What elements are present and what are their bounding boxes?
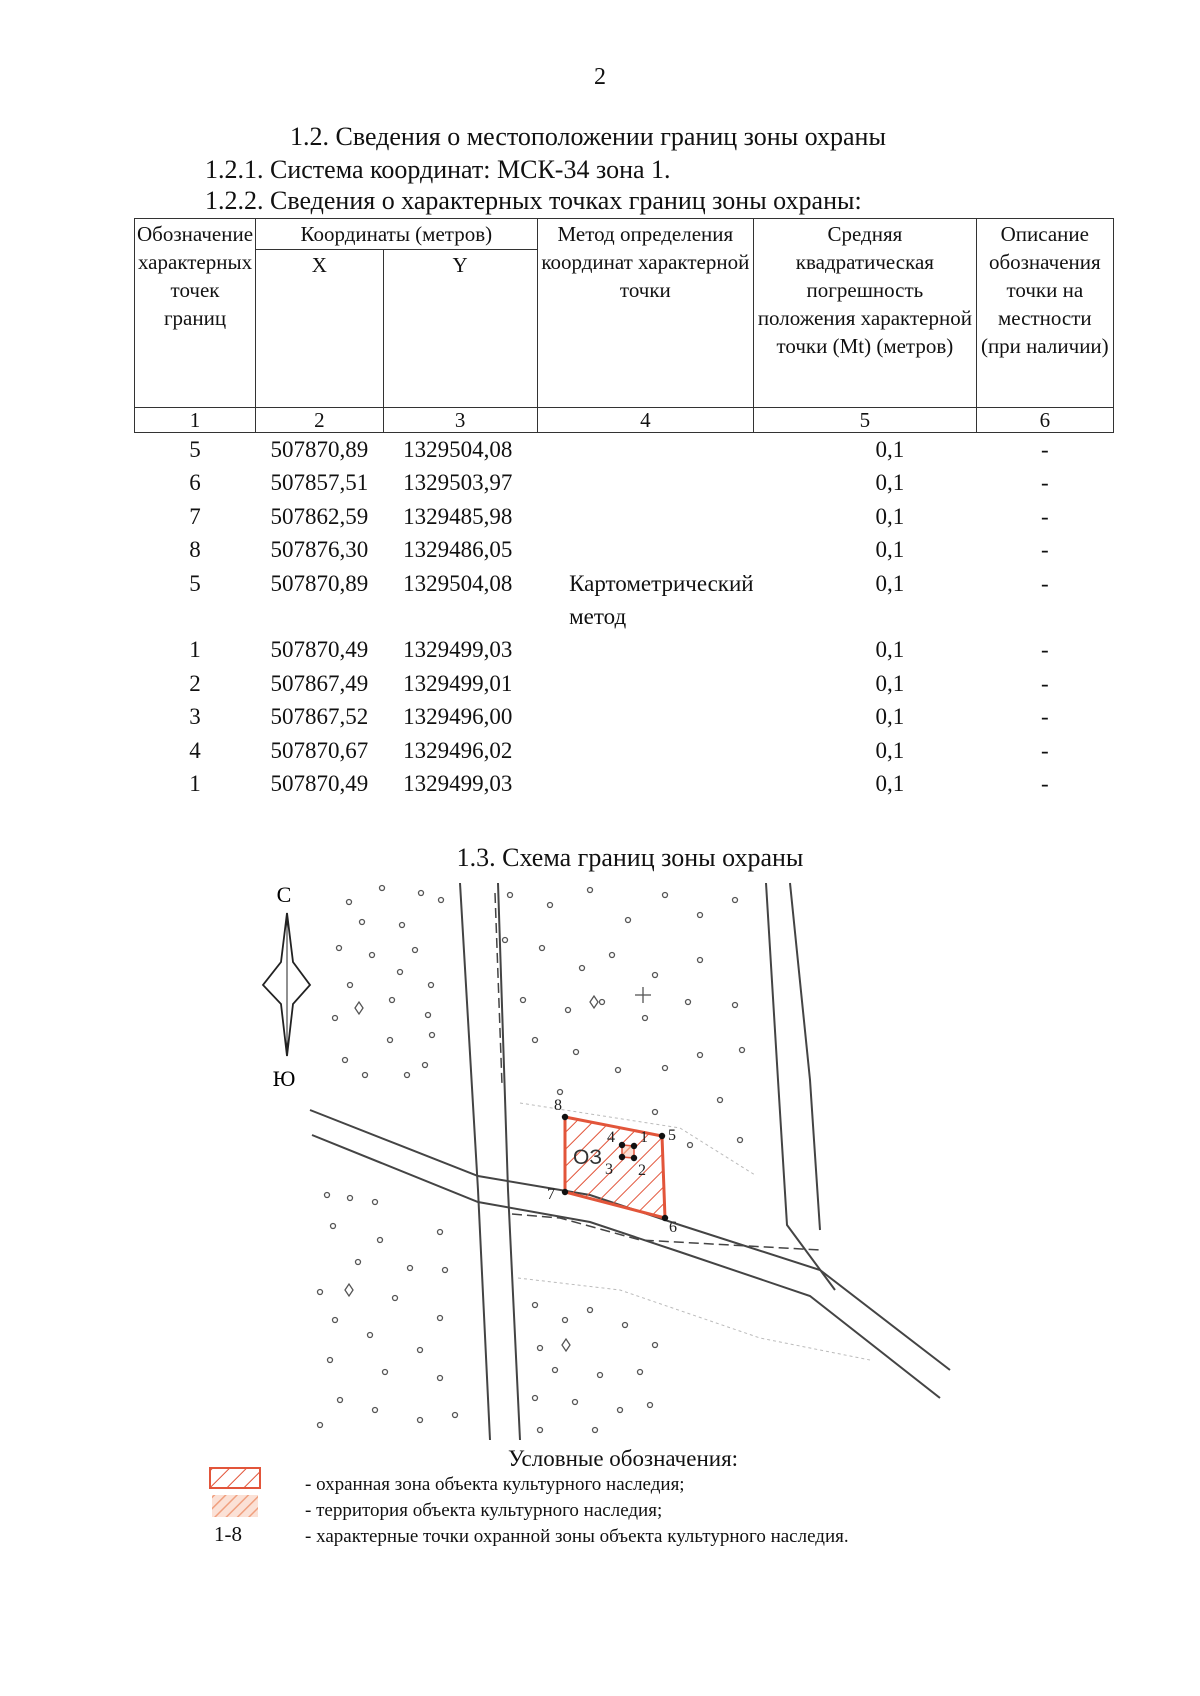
column-number-6: 6	[976, 408, 1113, 433]
cell-x: 507870,49	[270, 771, 369, 797]
cell-point: 3	[189, 704, 201, 730]
compass-icon	[263, 882, 310, 1091]
cell-error: 0,1	[875, 637, 905, 663]
cell-y: 1329485,98	[403, 503, 513, 529]
cell-point: 1	[189, 771, 201, 797]
cell-error: 0,1	[875, 771, 905, 797]
cell-y: 1329504,08	[403, 570, 513, 596]
legend-points-label: 1-8	[214, 1522, 242, 1546]
heading-section-1-3: 1.3. Схема границ зоны охраны	[456, 843, 804, 872]
cell-point: 7	[189, 503, 201, 529]
column-number-2: 2	[256, 408, 384, 433]
zone-label: ОЗ	[573, 1146, 603, 1169]
compass-south-label: Ю	[272, 1066, 296, 1091]
column-number-5: 5	[754, 408, 977, 433]
legend-item-zone: - охранная зона объекта культурного наследия;	[305, 1474, 685, 1495]
column-number-4: 4	[537, 408, 754, 433]
protection-zone	[565, 1117, 665, 1218]
cell-point: 5	[189, 570, 201, 596]
cell-point: 1	[189, 637, 201, 663]
cell-description: -	[1040, 737, 1049, 763]
header-coords: Координаты (метров)	[256, 219, 538, 250]
cell-description: -	[1040, 503, 1049, 529]
compass-north-label: С	[276, 882, 292, 907]
cell-point: 5	[189, 437, 201, 462]
cell-error: 0,1	[875, 503, 905, 529]
cell-x: 507870,89	[270, 570, 369, 596]
cell-description: -	[1040, 771, 1049, 797]
point-label-5: 5	[668, 1127, 676, 1144]
header-point: Обозначение характерных точек границ	[135, 219, 256, 408]
cell-x: 507870,89	[270, 437, 369, 462]
cell-error: 0,1	[875, 704, 905, 730]
header-x: X	[256, 250, 384, 408]
cell-description: -	[1040, 670, 1049, 696]
point-label-2: 2	[638, 1162, 646, 1179]
point-label-6: 6	[669, 1219, 677, 1236]
legend-title: Условные обозначения:	[508, 1446, 739, 1471]
cell-y: 1329496,02	[403, 737, 513, 763]
cell-point: 2	[189, 670, 201, 696]
cell-description: -	[1040, 470, 1049, 496]
cell-error: 0,1	[875, 470, 905, 496]
legend-territory-swatch	[212, 1495, 258, 1517]
cell-point: 4	[189, 737, 201, 763]
cell-point: 8	[189, 537, 201, 563]
cell-x: 507870,49	[270, 637, 369, 663]
header-method: Метод определения координат характерной точки	[537, 219, 754, 408]
forest-symbols	[318, 886, 745, 1433]
cell-x: 507862,59	[270, 503, 369, 529]
cell-error: 0,1	[875, 570, 905, 596]
cell-x: 507876,30	[270, 537, 369, 563]
cell-point: 6	[189, 470, 201, 496]
legend-zone-swatch	[210, 1468, 260, 1488]
cell-error: 0,1	[875, 537, 905, 563]
point-label-3: 3	[605, 1161, 613, 1178]
point-label-7: 7	[547, 1186, 555, 1203]
legend-swatches	[210, 1468, 260, 1517]
cell-y: 1329503,97	[403, 470, 513, 496]
legend-item-points: - характерные точки охранной зоны объекта культурного наследия.	[305, 1526, 849, 1547]
column-number-3: 3	[383, 408, 537, 433]
cell-error: 0,1	[875, 437, 905, 462]
point-label-4: 4	[607, 1129, 615, 1146]
cell-x: 507867,52	[270, 704, 369, 730]
heading-section-1-2-1: 1.2.1. Система координат: МСК-34 зона 1.	[205, 155, 671, 184]
cell-y: 1329499,01	[403, 670, 513, 696]
column-number-1: 1	[135, 408, 256, 433]
cell-x: 507867,49	[270, 670, 369, 696]
cell-x: 507857,51	[270, 470, 369, 496]
cell-description: -	[1040, 437, 1049, 462]
cell-description: -	[1040, 637, 1049, 663]
heading-section-1-2: 1.2. Сведения о местоположении границ зоны охраны	[290, 122, 886, 151]
cell-y: 1329499,03	[403, 637, 513, 663]
page-number: 2	[594, 64, 606, 90]
header-y: Y	[383, 250, 537, 408]
cell-y: 1329496,00	[403, 704, 513, 730]
point-label-8: 8	[554, 1097, 562, 1114]
cell-x: 507870,67	[270, 737, 369, 763]
cell-y: 1329504,08	[403, 437, 513, 462]
heading-section-1-2-2: 1.2.2. Сведения о характерных точках границ зоны охраны:	[205, 186, 862, 215]
cell-description: -	[1040, 537, 1049, 563]
cell-description: -	[1040, 570, 1049, 596]
cell-error: 0,1	[875, 737, 905, 763]
header-error: Средняя квадратическая погрешность положения характерной точки (Mt) (метров)	[754, 219, 977, 408]
header-description: Описание обозначения точки на местности (при наличии)	[976, 219, 1113, 408]
legend-item-territory: - территория объекта культурного наследия;	[305, 1500, 663, 1521]
cell-error: 0,1	[875, 670, 905, 696]
cell-description: -	[1040, 704, 1049, 730]
cell-method-value: Картометрический метод	[569, 570, 754, 630]
cell-y: 1329499,03	[403, 771, 513, 797]
cell-y: 1329486,05	[403, 537, 513, 563]
point-label-1: 1	[640, 1129, 648, 1146]
